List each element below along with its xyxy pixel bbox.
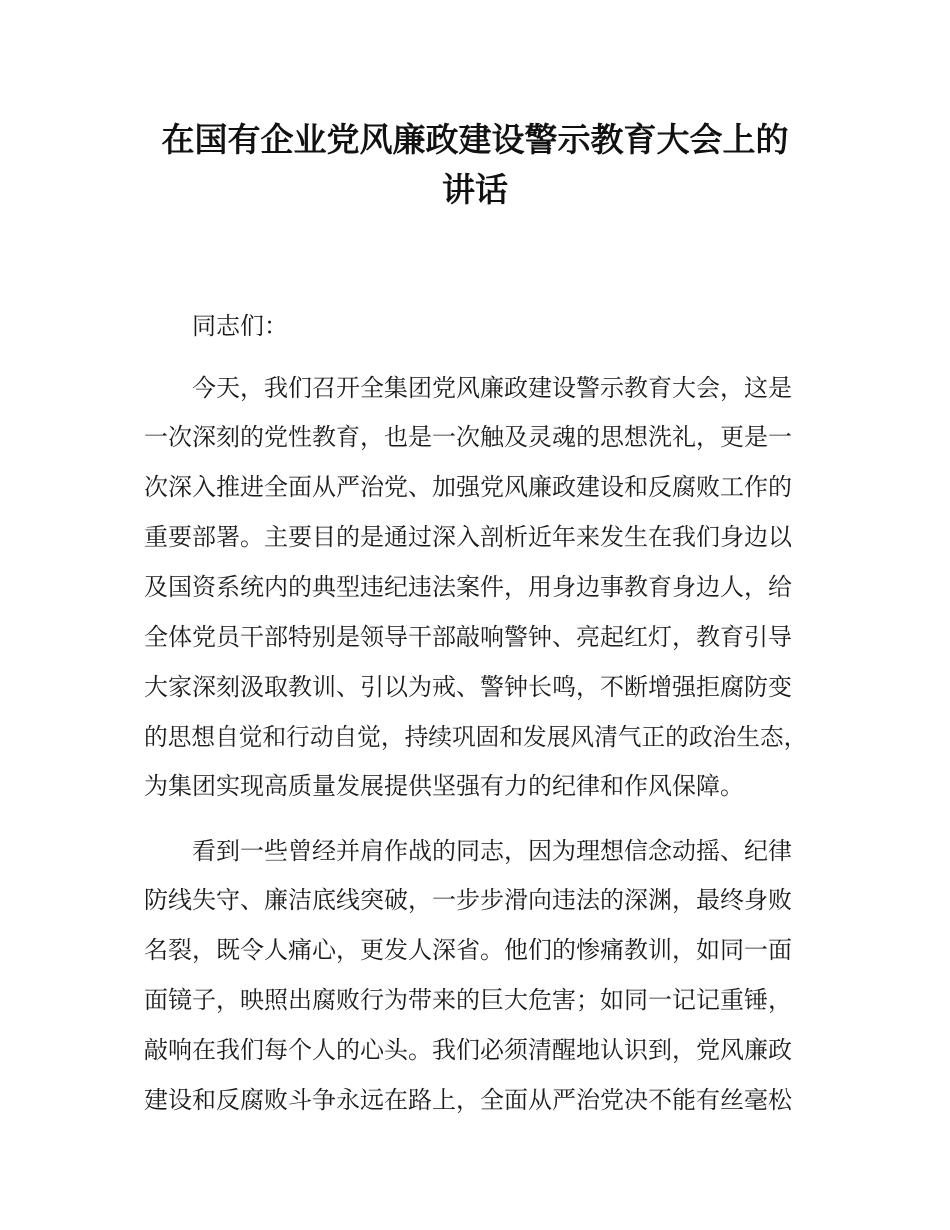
salutation: 同志们： <box>192 312 288 340</box>
paragraph-1-line: 大家深刻汲取教训、引以为戒、警钟长鸣，不断增强拒腐防变 <box>144 673 792 701</box>
document-title-line-1: 在国有企业党风廉政建设警示教育大会上的 <box>161 120 789 159</box>
paragraph-2-line: 面镜子，映照出腐败行为带来的巨大危害；如同一记记重锤， <box>144 986 792 1014</box>
paragraph-1-line: 的思想自觉和行动自觉，持续巩固和发展风清气正的政治生态， <box>144 723 808 751</box>
paragraph-2-line: 建设和反腐败斗争永远在路上，全面从严治党决不能有丝毫松 <box>144 1086 792 1114</box>
paragraph-1-line: 今天，我们召开全集团党风廉政建设警示教育大会，这是 <box>192 374 792 402</box>
paragraph-1-line: 及国资系统内的典型违纪违法案件，用身边事教育身边人，给 <box>144 573 792 601</box>
paragraph-1-line: 一次深刻的党性教育，也是一次触及灵魂的思想洗礼，更是一 <box>144 423 792 451</box>
paragraph-1-line: 全体党员干部特别是领导干部敲响警钟、亮起红灯，教育引导 <box>144 623 792 651</box>
paragraph-2-line: 防线失守、廉洁底线突破，一步步滑向违法的深渊，最终身败 <box>144 886 792 914</box>
paragraph-2-line: 名裂，既令人痛心，更发人深省。他们的惨痛教训，如同一面 <box>144 936 792 964</box>
paragraph-2-line: 看到一些曾经并肩作战的同志，因为理想信念动摇、纪律 <box>192 837 792 865</box>
paragraph-1-line: 为集团实现高质量发展提供坚强有力的纪律和作风保障。 <box>144 772 744 800</box>
paragraph-1-line: 重要部署。主要目的是通过深入剖析近年来发生在我们身边以 <box>144 523 792 551</box>
paragraph-1-line: 次深入推进全面从严治党、加强党风廉政建设和反腐败工作的 <box>144 473 792 501</box>
document-title-line-2: 讲话 <box>442 170 508 209</box>
paragraph-2-line: 敲响在我们每个人的心头。我们必须清醒地认识到，党风廉政 <box>144 1036 792 1064</box>
